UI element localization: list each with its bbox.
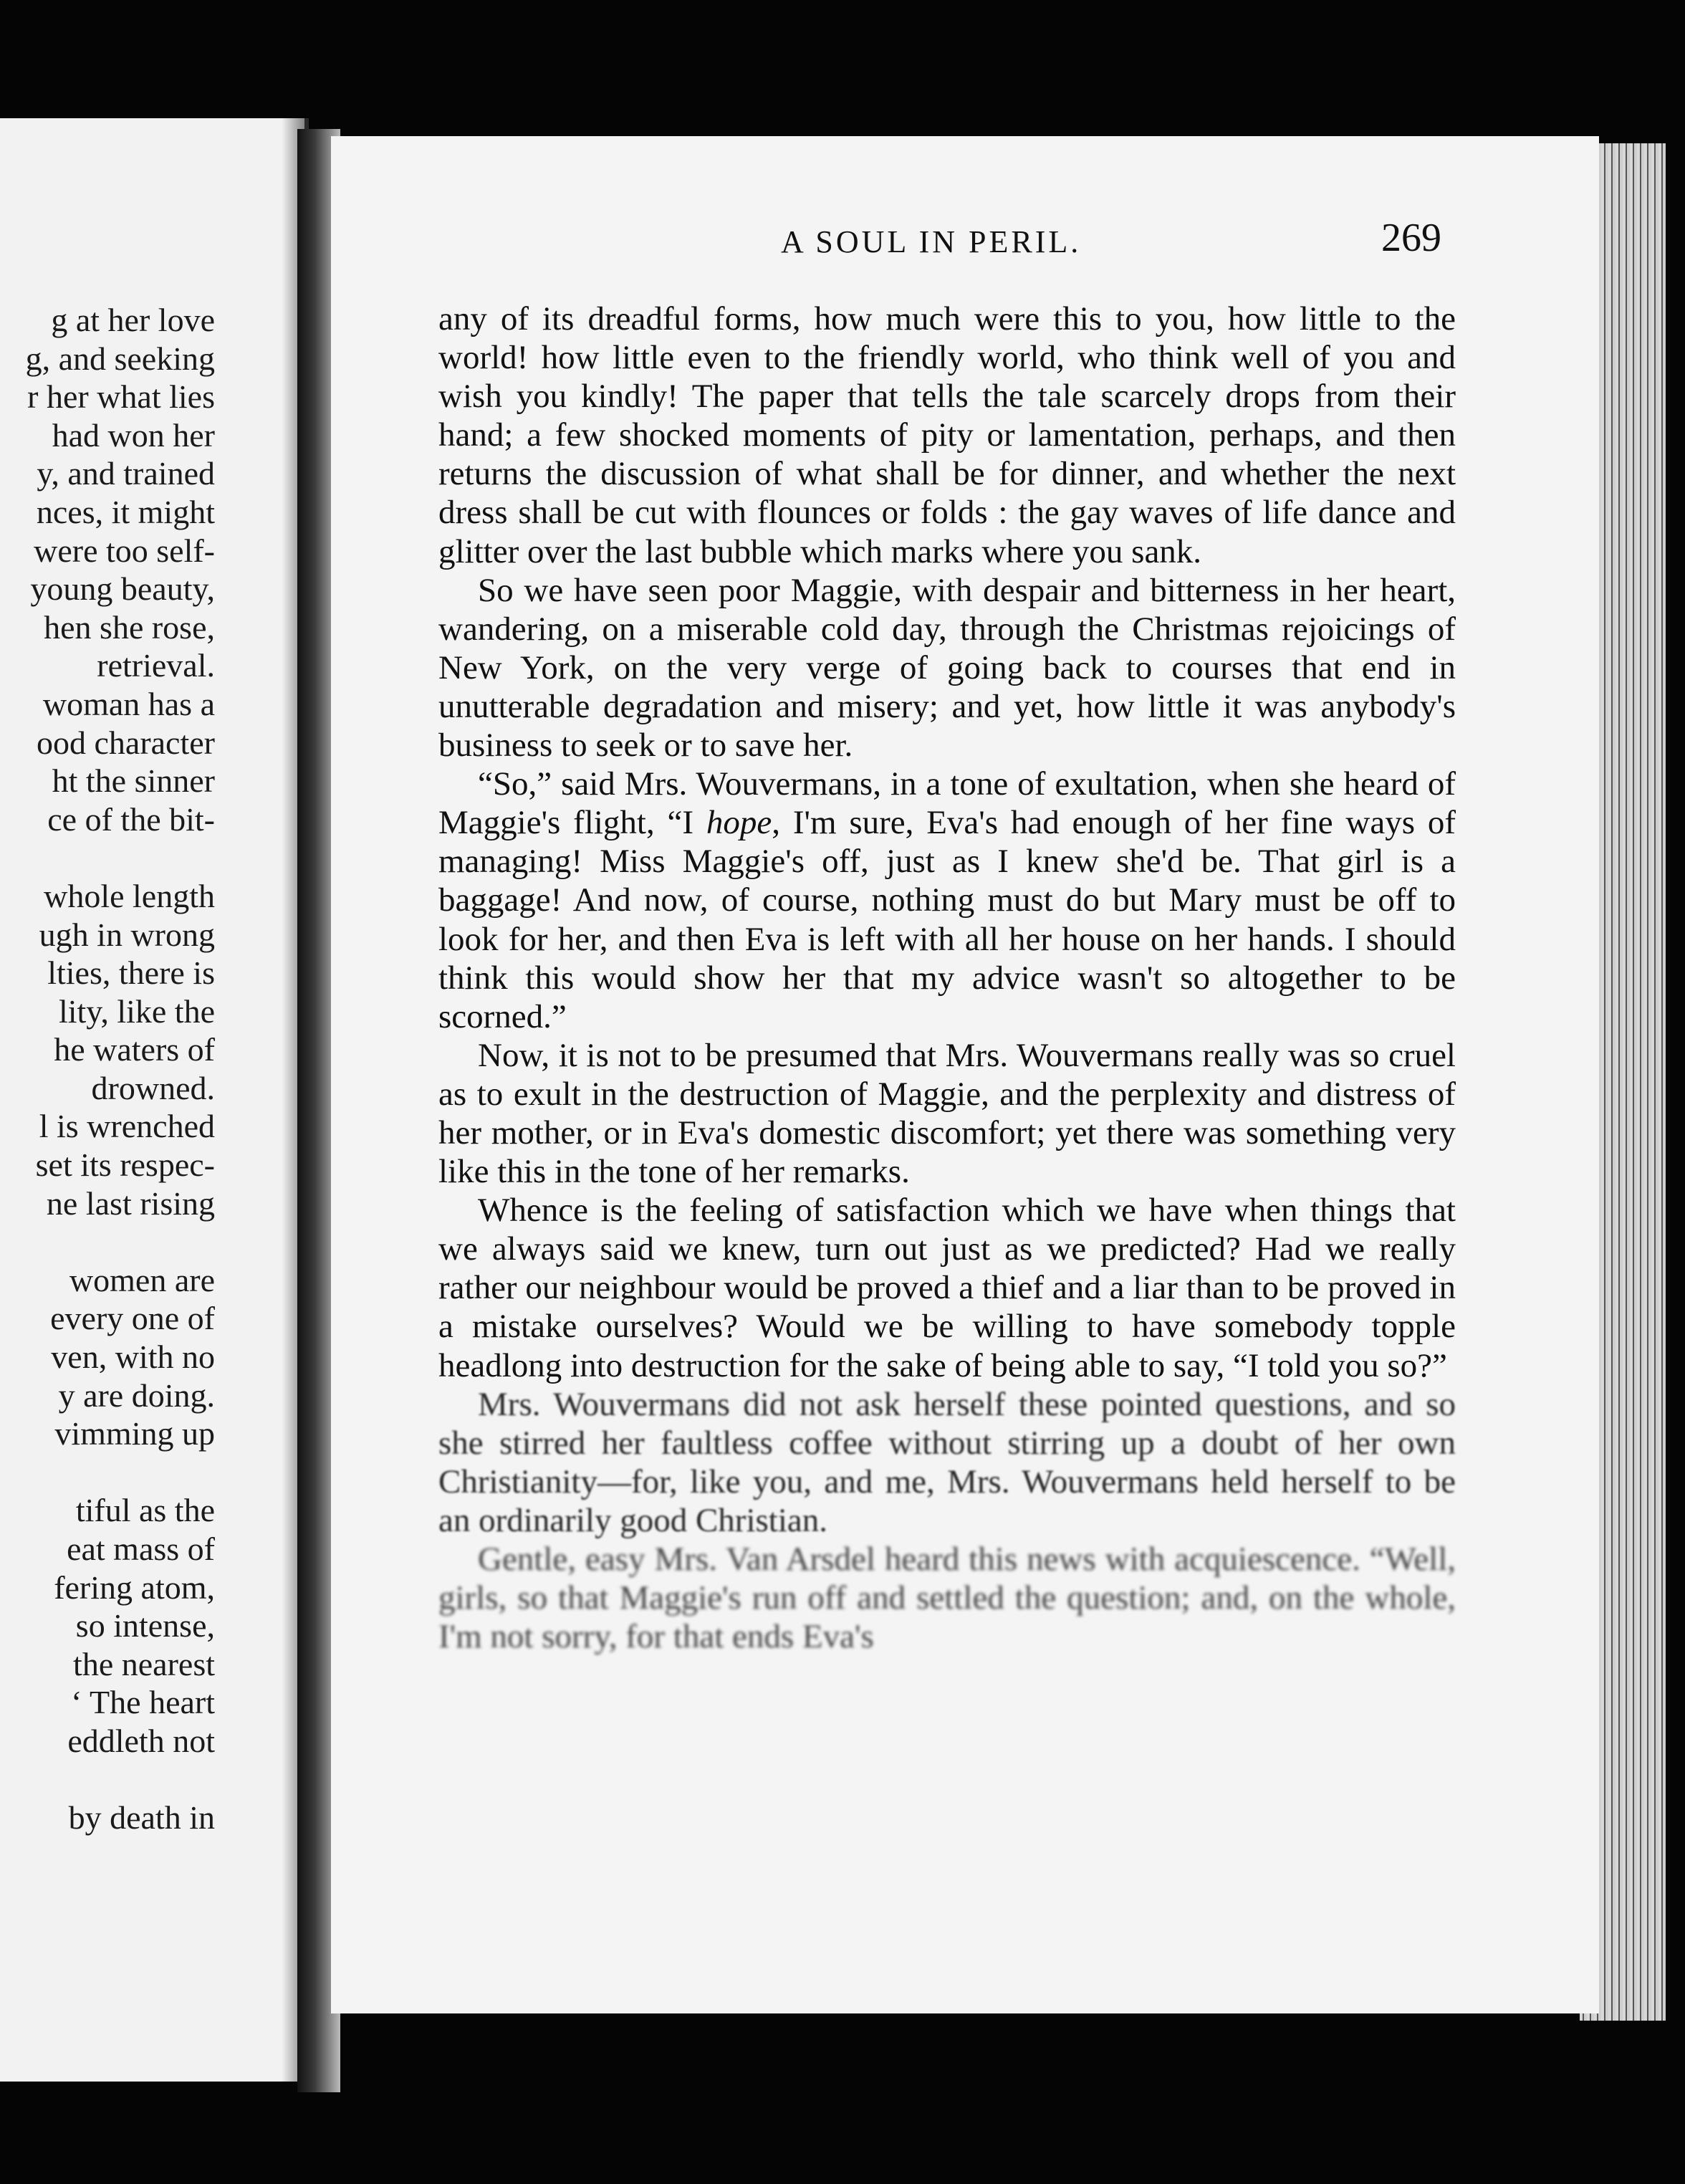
- left-page-line: nces, it might: [36, 493, 215, 530]
- left-page-line: were too self-: [34, 532, 215, 569]
- left-page-line: ven, with no: [51, 1338, 215, 1376]
- left-page-line: ht the sinner: [52, 762, 215, 800]
- left-page-line: r her what lies: [27, 378, 215, 416]
- left-page-line: ce of the bit-: [47, 800, 215, 838]
- left-page-line: ‘ The heart: [71, 1684, 215, 1721]
- left-page-line: fering atom,: [54, 1568, 215, 1606]
- paragraph-3: [438, 765, 1456, 1036]
- paragraph-3-part-a: “So,” said Mrs. Wouvermans, in a tone of exultation, when she heard of Maggie's flight, “I: [438, 765, 1456, 842]
- left-page-line: [0, 1453, 215, 1492]
- left-page-line: ood character: [36, 724, 215, 761]
- left-page-line: drowned.: [91, 1069, 215, 1106]
- left-page-line: every one of: [50, 1300, 215, 1337]
- left-page-line: [0, 1761, 215, 1799]
- left-page-line: ugh in wrong: [39, 916, 215, 953]
- left-page-line: [0, 838, 215, 877]
- left-page-line: l is wrenched: [39, 1108, 215, 1145]
- paragraph-5: Whence is the feeling of satisfaction which we have when things that we always said we knew, turn out just as we predicted? Had we really rather our neighbour would be proved a thief and a liar than to be proved in a mistake ourselves? Would we be willing to have somebody topple headlong into destruction for the sake of being able to say, “I told you so?”: [438, 1192, 1456, 1384]
- left-page-text: [0, 301, 215, 1837]
- paragraph-3-part-b: , I'm sure, Eva's had enough of her fine ways of managing! Miss Maggie's off, just as I knew she'd be. That girl is a baggage! And now, of course, nothing must do but Mary must be off to look for her, and then Eva is left with all her house on her hands. I should think this would show her that my advice wasn't so altogether to be scorned.”: [438, 804, 1456, 1035]
- left-page-line: y, and trained: [37, 455, 215, 492]
- paragraph-1: any of its dreadful forms, how much were this to you, how little to the world! how little even to the friendly world, who think well of you and wish you kindly! The paper that tells the tale scarcely drops from their hand; a few shocked moments of pity or lamentation, perhaps, and then returns the discussion of what shall be for dinner, and whether the next dress shall be cut with flounces or folds : the gay waves of life dance and glitter over the last bubble which marks where you sank.: [438, 300, 1456, 570]
- left-page-line: lties, there is: [47, 954, 215, 992]
- left-page-line: so intense,: [75, 1607, 215, 1644]
- left-page: [0, 118, 309, 2082]
- left-page-line: the nearest: [73, 1645, 215, 1682]
- left-page-line: [0, 1222, 215, 1261]
- left-page-line: g, and seeking: [25, 340, 215, 377]
- left-page-line: y are doing.: [58, 1376, 215, 1414]
- left-page-line: woman has a: [42, 685, 215, 722]
- paragraph-2: So we have seen poor Maggie, with despair and bitterness in her heart, wandering, on a miserable cold day, through the Christmas rejoicings of New York, on the very verge of going back to courses that end in unutterable degradation and misery; and yet, how little it was anybody's business to seek or to save her.: [438, 571, 1456, 765]
- running-head: A SOUL IN PERIL.: [781, 224, 1082, 259]
- left-page-line: whole length: [44, 877, 215, 914]
- left-page-line: g at her love: [51, 302, 215, 338]
- left-page-line: hen she rose,: [44, 608, 215, 646]
- left-page-line: eat mass of: [67, 1531, 215, 1567]
- paragraph-6: Mrs. Wouvermans did not ask herself these pointed questions, and so she stirred her faultless coffee without stirring up a doubt of her own Christianity—for, like you, and me, Mrs. Wouvermans held herself to be an ordinarily good Christian.: [438, 1385, 1456, 1539]
- paragraph-7: Gentle, easy Mrs. Van Arsdel heard this news with acquiescence. “Well, girls, so that Maggie's run off and settled the question; and, on the whole, I'm not sorry, for that ends Eva's: [438, 1541, 1456, 1656]
- left-page-line: eddleth not: [67, 1722, 215, 1759]
- page-number: 269: [1381, 216, 1441, 260]
- body-text: [438, 300, 1456, 1656]
- left-page-line: women are: [69, 1261, 215, 1298]
- left-page-line: ne last rising: [46, 1184, 215, 1222]
- left-page-line: by death in: [68, 1799, 215, 1836]
- left-page-line: retrieval.: [97, 647, 215, 684]
- left-page-line: he waters of: [54, 1031, 215, 1068]
- paragraph-3-emphasis: hope: [706, 804, 772, 842]
- left-page-line: set its respec-: [35, 1146, 215, 1184]
- left-page-line: vimming up: [54, 1415, 215, 1452]
- left-page-line: had won her: [52, 416, 215, 454]
- left-page-line: lity, like the: [58, 992, 215, 1030]
- left-page-line: young beauty,: [30, 570, 215, 608]
- paragraph-4: Now, it is not to be presumed that Mrs. Wouvermans really was so cruel as to exult in the destruction of Maggie, and the perplexity and distress of her mother, or in Eva's domestic discomfort; yet there was something very like this in the tone of her remarks.: [438, 1036, 1456, 1191]
- left-page-line: tiful as the: [75, 1492, 215, 1529]
